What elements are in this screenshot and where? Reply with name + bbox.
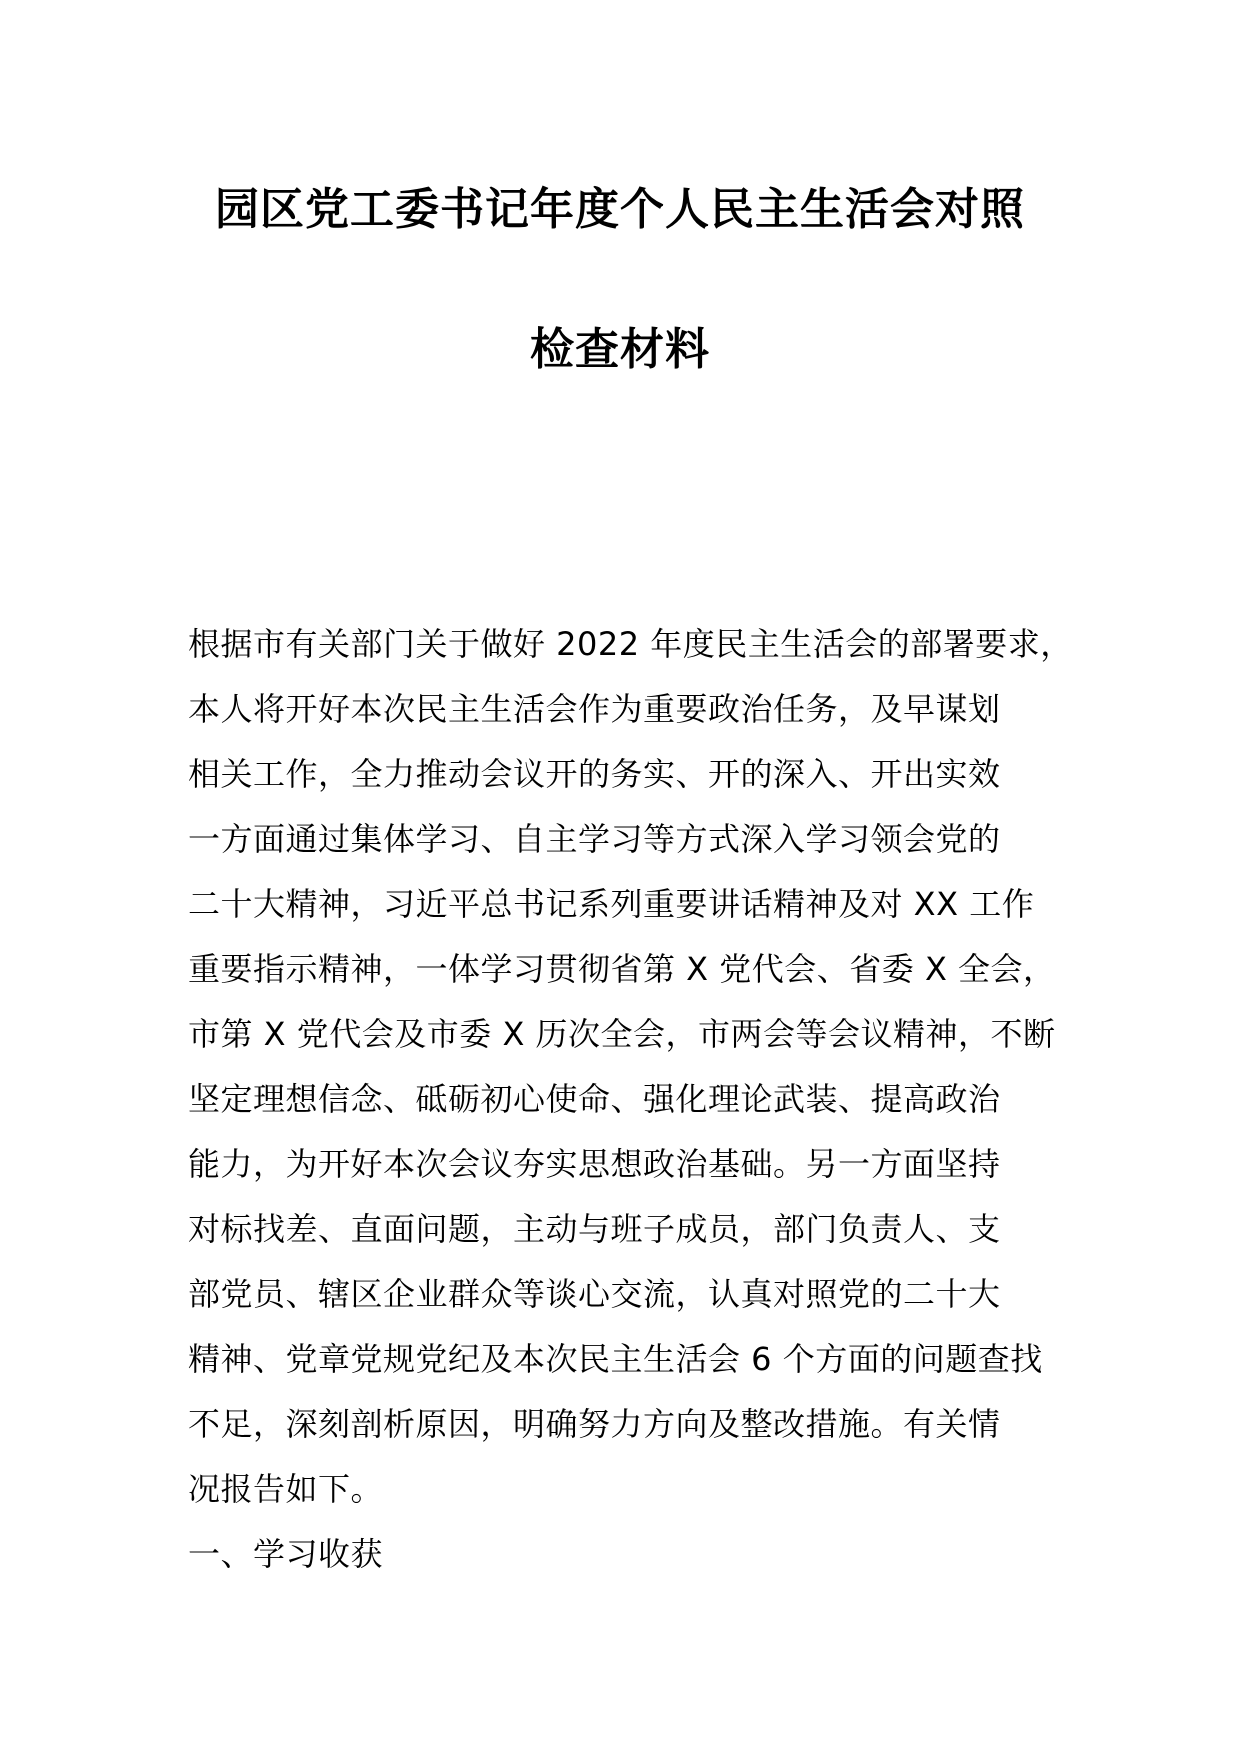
body-line: 部党员、辖区企业群众等谈心交流，认真对照党的二十大: [188, 1275, 1001, 1313]
body-line: 精神、党章党规党纪及本次民主生活会 6 个方面的问题查找: [188, 1340, 1043, 1378]
body-line: 坚定理想信念、砥砺初心使命、强化理论武装、提高政治: [188, 1080, 1001, 1118]
body-line: 能力，为开好本次会议夯实思想政治基础。另一方面坚持: [188, 1145, 1001, 1183]
body-line: 本人将开好本次民主生活会作为重要政治任务，及早谋划: [188, 690, 1001, 728]
document-title-line-2: 检查材料: [530, 324, 710, 375]
body-line: 况报告如下。: [188, 1470, 384, 1508]
body-line: 对标找差、直面问题，主动与班子成员，部门负责人、支: [188, 1210, 1001, 1248]
body-line: 市第 X 党代会及市委 X 历次全会，市两会等会议精神，不断: [188, 1015, 1056, 1053]
document-title-line-1: 园区党工委书记年度个人民主生活会对照: [215, 184, 1025, 235]
body-line: 相关工作，全力推动会议开的务实、开的深入、开出实效: [188, 755, 1001, 793]
body-line: 不足，深刻剖析原因，明确努力方向及整改措施。有关情: [188, 1405, 1001, 1443]
document-body: [188, 612, 1088, 1587]
body-line: 二十大精神，习近平总书记系列重要讲话精神及对 XX 工作: [188, 885, 1035, 923]
body-line: 根据市有关部门关于做好 2022 年度民主生活会的部署要求，: [188, 625, 1073, 663]
body-line: 重要指示精神，一体学习贯彻省第 X 党代会、省委 X 全会，: [188, 950, 1056, 988]
body-line: 一方面通过集体学习、自主学习等方式深入学习领会党的: [188, 820, 1001, 858]
section-heading: 一、学习收获: [188, 1535, 384, 1573]
